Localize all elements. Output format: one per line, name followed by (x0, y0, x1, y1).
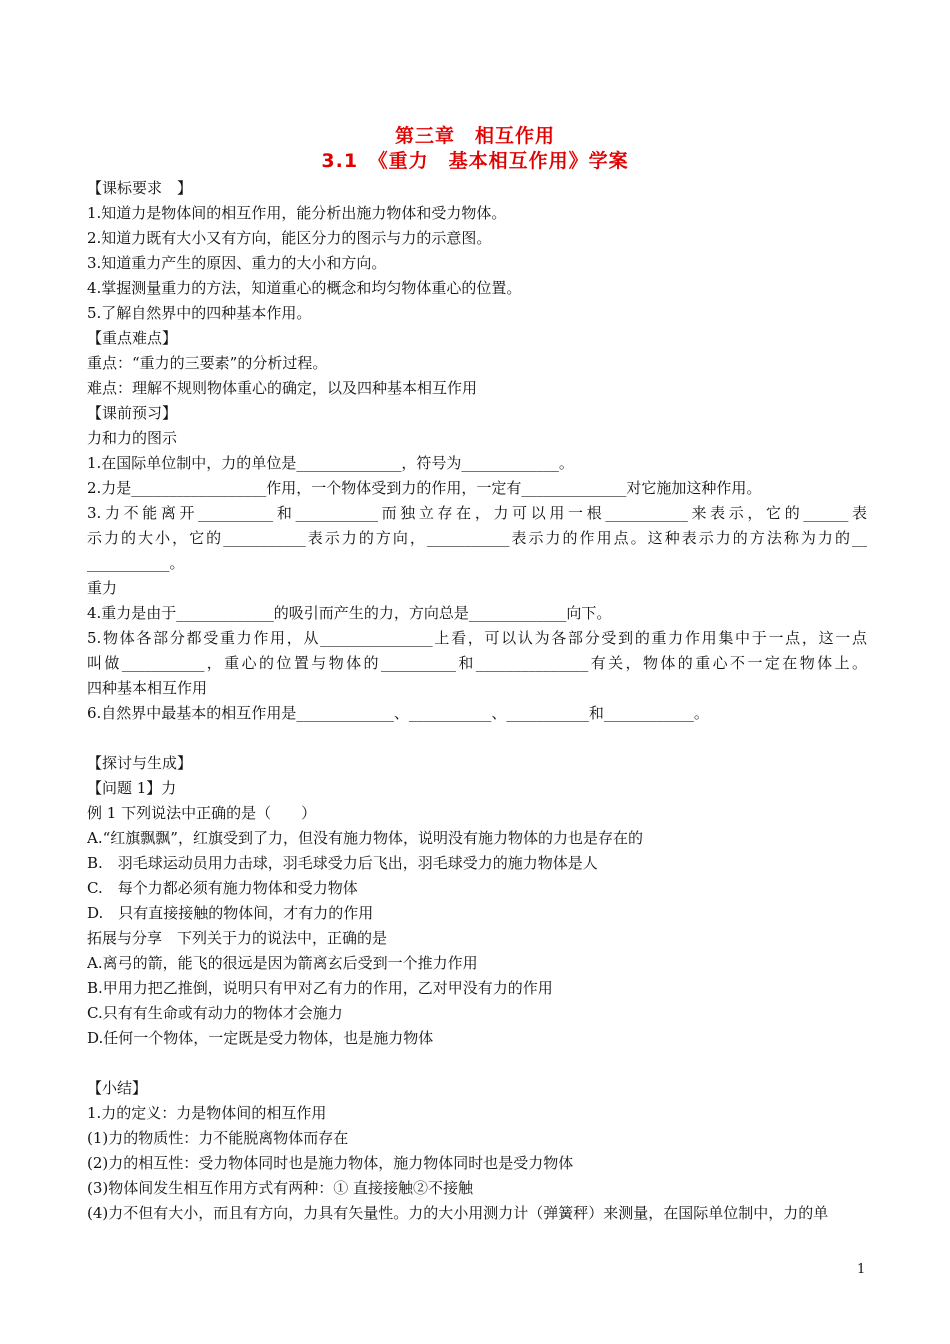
text-line: C.只有有生命或有动力的物体才会施力 (87, 1004, 343, 1022)
text-line: A.“红旗飘飘”，红旗受到了力，但没有施力物体，说明没有施力物体的力也是存在的 (87, 829, 643, 847)
text-line: 1.知道力是物体间的相互作用，能分析出施力物体和受力物体。 (87, 204, 507, 222)
text-line: 6.自然界中最基本的相互作用是_____________、___________、___________和____________。 (87, 704, 709, 722)
text-line: 拓展与分享 下列关于力的说法中，正确的是 (87, 929, 388, 947)
text-line: 2.知道力既有大小又有方向，能区分力的图示与力的示意图。 (87, 229, 492, 247)
text-line: 示力的大小，它的___________表示力的方向，___________表示力的作用点。这种表示力的方法称为力的__ (87, 529, 867, 547)
text-line: 【小结】 (87, 1079, 148, 1097)
text-line: 【课标要求 】 (87, 179, 193, 197)
text-line: 叫做___________，重心的位置与物体的__________和_______________有关，物体的重心不一定在物体上。 (87, 654, 867, 672)
text-line: 重点：“重力的三要素”的分析过程。 (87, 354, 328, 372)
document-body (87, 176, 867, 1226)
text-line: 3.力不能离开__________和___________而独立存在，力可以用一根___________来表示，它的______表 (87, 504, 867, 522)
text-line: 【重点难点】 (87, 329, 178, 347)
text-line: 4.掌握测量重力的方法，知道重心的概念和均匀物体重心的位置。 (87, 279, 522, 297)
text-line: 5.物体各部分都受重力作用，从_______________上看，可以认为各部分受到的重力作用集中于一点，这一点 (87, 629, 867, 647)
page-number: 1 (857, 1262, 866, 1277)
text-line: 四种基本相互作用 (87, 679, 208, 697)
text-line: 1.在国际单位制中，力的单位是______________，符号为_____________。 (87, 454, 574, 472)
text-line: B.甲用力把乙推倒，说明只有甲对乙有力的作用，乙对甲没有力的作用 (87, 979, 553, 997)
lesson-title: 3.1 《重力 基本相互作用》学案 (321, 150, 629, 172)
text-line: D. 只有直接接触的物体间，才有力的作用 (87, 904, 374, 922)
text-line: D.任何一个物体，一定既是受力物体，也是施力物体 (87, 1029, 434, 1047)
text-line: 【问题 1】力 (87, 779, 177, 797)
text-line: 例 1 下列说法中正确的是（ ） (87, 804, 317, 822)
text-line: C. 每个力都必须有施力物体和受力物体 (87, 879, 358, 897)
text-line: 1.力的定义：力是物体间的相互作用 (87, 1104, 327, 1122)
text-line: 重力 (87, 579, 118, 597)
text-line: 5.了解自然界中的四种基本作用。 (87, 304, 312, 322)
chapter-title: 第三章 相互作用 (394, 125, 555, 147)
text-line: 力和力的图示 (87, 429, 178, 447)
text-line: 难点：理解不规则物体重心的确定，以及四种基本相互作用 (87, 379, 478, 397)
text-line: 4.重力是由于_____________的吸引而产生的力，方向总是_____________向下。 (87, 604, 612, 622)
text-line: ___________。 (87, 554, 185, 572)
text-line: (4)力不但有大小，而且有方向，力具有矢量性。力的大小用测力计（弹簧秤）来测量，在国际单位制中，力的单 (87, 1204, 829, 1222)
text-line: 2.力是__________________作用，一个物体受到力的作用，一定有______________对它施加这种作用。 (87, 479, 762, 497)
text-line: B. 羽毛球运动员用力击球，羽毛球受力后飞出，羽毛球受力的施力物体是人 (87, 854, 598, 872)
blank-line (87, 1051, 867, 1076)
text-line: (2)力的相互性：受力物体同时也是施力物体，施力物体同时也是受力物体 (87, 1154, 574, 1172)
text-line: A.离弓的箭，能飞的很远是因为箭离玄后受到一个推力作用 (87, 954, 478, 972)
text-line: 3.知道重力产生的原因、重力的大小和方向。 (87, 254, 387, 272)
text-line: (1)力的物质性：力不能脱离物体而存在 (87, 1129, 349, 1147)
text-line: (3)物体间发生相互作用方式有两种：① 直接接触②不接触 (87, 1179, 474, 1197)
text-line: 【课前预习】 (87, 404, 178, 422)
text-line: 【探讨与生成】 (87, 754, 193, 772)
blank-line (87, 726, 867, 751)
